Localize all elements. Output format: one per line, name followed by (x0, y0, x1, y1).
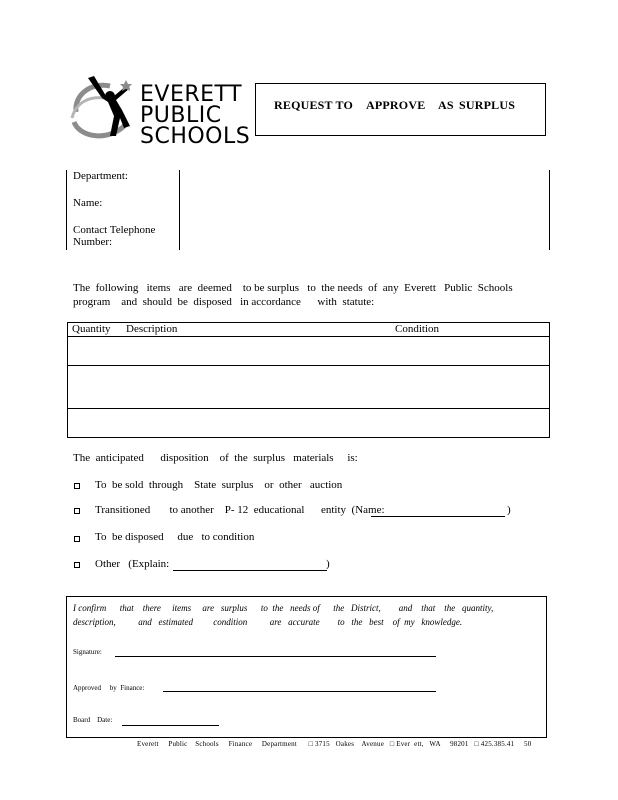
table-row-rule-2 (67, 408, 550, 409)
intro-line2: program and should be disposed in accordance with statute: (73, 296, 375, 308)
phone-label-line2: Number: (73, 236, 113, 248)
logo-line-schools: SCHOOLS (140, 124, 251, 149)
checkbox-sold-auction[interactable] (74, 483, 80, 489)
logo-wordmark (140, 84, 250, 147)
info-right-border (549, 170, 550, 250)
info-divider (179, 170, 180, 250)
table-header-rule (67, 336, 550, 337)
logo-line-public: PUBLIC (140, 103, 222, 128)
disposition-heading: The anticipated disposition of the surplus materials is: (73, 452, 358, 464)
title-request-to: REQUEST TO (274, 98, 354, 112)
title-as: AS (438, 98, 454, 112)
signature-field[interactable] (115, 656, 436, 657)
department-label: Department: (73, 170, 128, 182)
intro-line1: The following items are deemed to be surplus to the needs of any Everett Public Schools (73, 282, 513, 294)
form-title-box (255, 83, 546, 136)
option-transitioned-label: Transitioned to another P- 12 educational entity (Name: (95, 504, 385, 516)
name-label: Name: (73, 197, 103, 209)
footer-address: Everett Public Schools Finance Department □ 3715 Oakes Avenue □ Ever ett, WA 98201 □ 425.385.41 50 (137, 740, 532, 748)
option-sold-auction-label: To be sold through State surplus or other auction (95, 479, 343, 491)
info-left-border (66, 170, 67, 250)
title-approve: APPROVE (366, 98, 426, 112)
table-row-rule-1 (67, 365, 550, 366)
transitioned-name-field[interactable] (371, 516, 505, 517)
phone-label-line1: Contact Telephone (73, 224, 156, 236)
approved-by-finance-label: Approved by Finance: (73, 684, 145, 692)
col-header-quantity: Quantity (72, 323, 111, 335)
other-explain-field[interactable] (173, 570, 327, 571)
title-surplus: SURPLUS (459, 98, 516, 112)
confirm-statement-line2: description, and estimated condition are accurate to the best of my knowledge. (73, 617, 463, 627)
checkbox-other[interactable] (74, 562, 80, 568)
col-header-condition: Condition (395, 323, 440, 335)
transitioned-close-paren: ) (507, 504, 511, 516)
logo-line-everett: EVERETT (140, 82, 243, 107)
col-header-description: Description (126, 323, 178, 335)
signature-label: Signature: (73, 648, 102, 656)
logo-figure (70, 72, 136, 144)
items-table (67, 322, 550, 438)
other-close-paren: ) (326, 558, 330, 570)
confirm-statement-line1: I confirm that there items are surplus to the needs of the District, and that the quantity, (73, 603, 494, 613)
option-other-label: Other (Explain: (95, 558, 170, 570)
option-disposed-label: To be disposed due to condition (95, 531, 255, 543)
board-date-label: Board Date: (73, 716, 113, 724)
approved-by-finance-field[interactable] (163, 691, 436, 692)
checkbox-transitioned[interactable] (74, 508, 80, 514)
checkbox-disposed[interactable] (74, 536, 80, 542)
board-date-field[interactable] (122, 725, 219, 726)
